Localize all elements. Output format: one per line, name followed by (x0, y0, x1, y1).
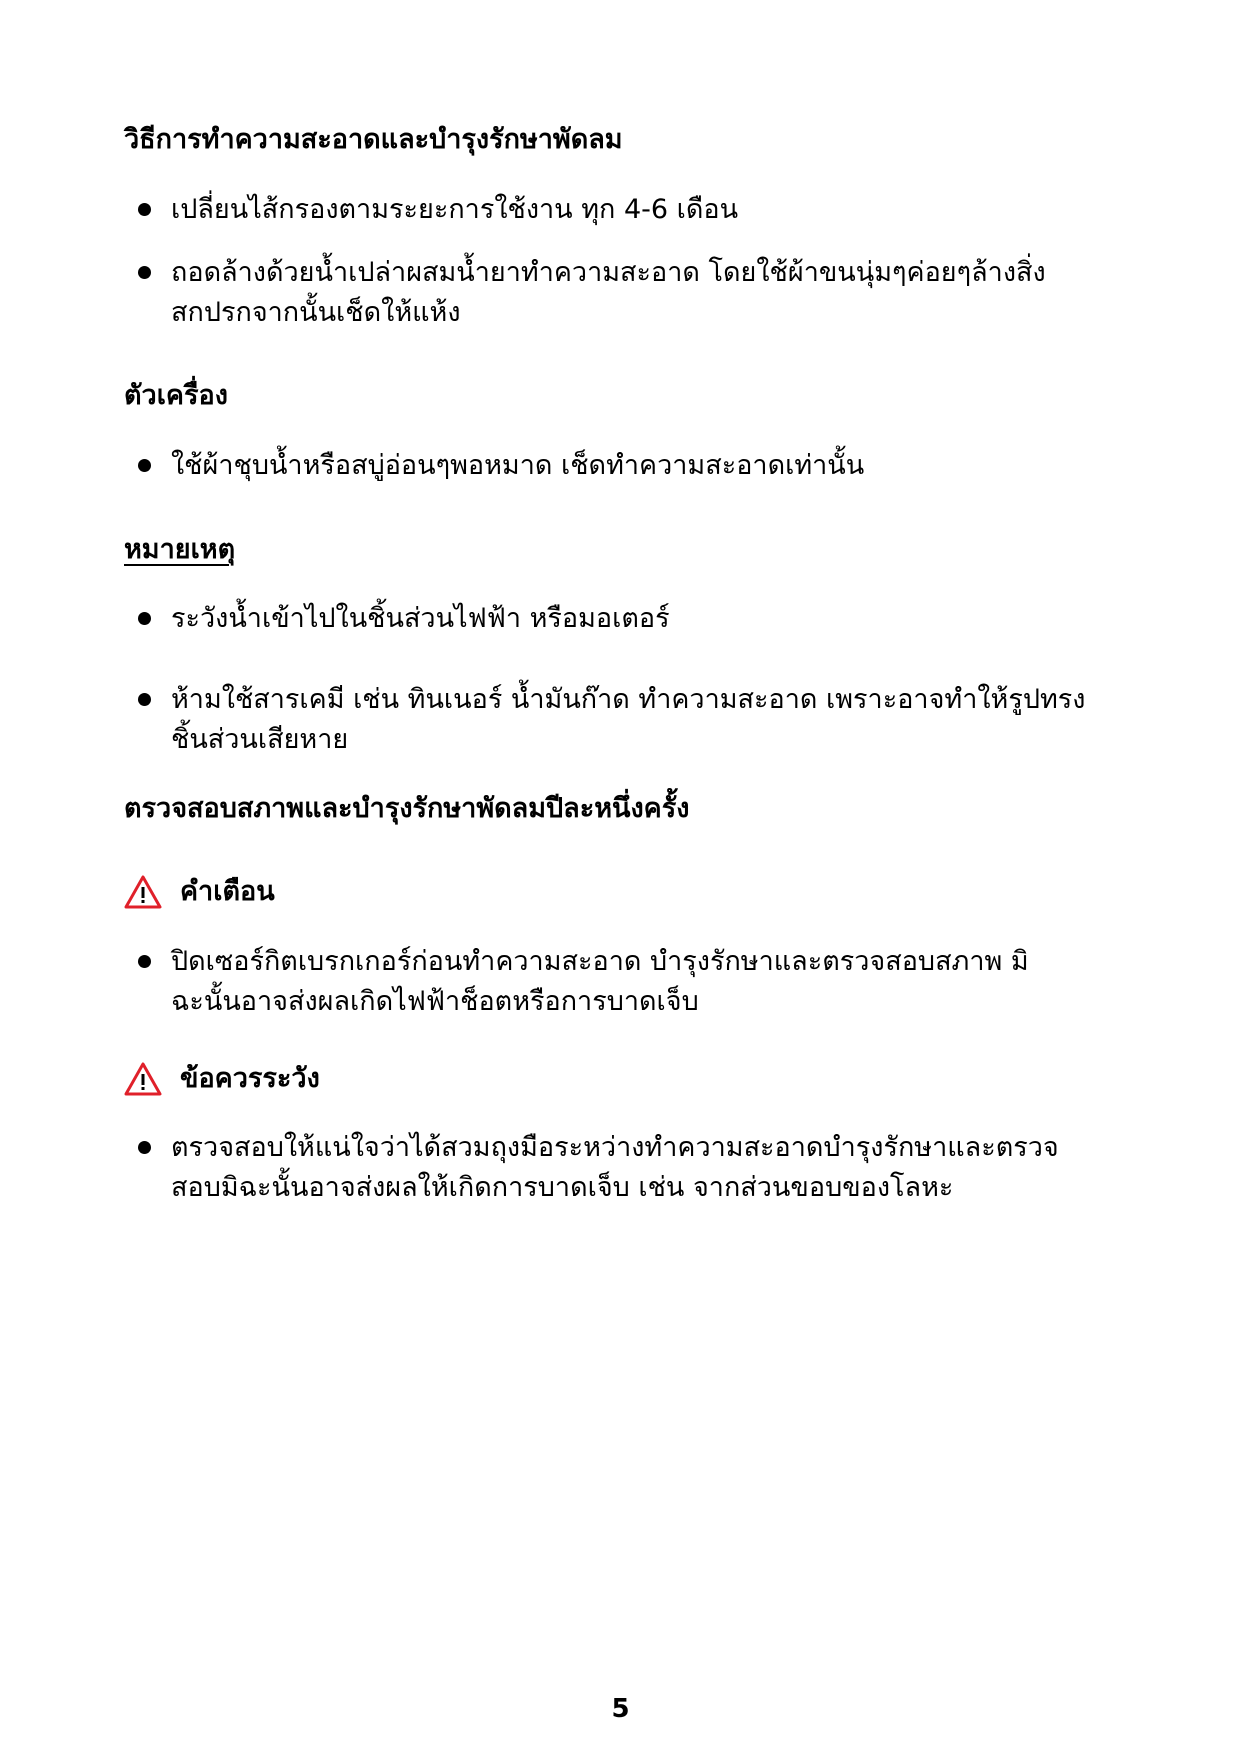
body-section-title: ตัวเครื่อง (124, 380, 228, 411)
list-item-text: ปิดเซอร์กิตเบรกเกอร์ก่อนทำความสะอาด บำรุงรักษาและตรวจสอบสภาพ มิฉะนั้นอาจส่งผลเกิดไฟฟ้าช็อตหรือการบาดเจ็บ (171, 946, 1029, 1017)
caution-label: ข้อควรระวัง (180, 1063, 320, 1094)
note-section-title: หมายเหตุ (124, 534, 236, 565)
list-item-text: ห้ามใช้สารเคมี เช่น ทินเนอร์ น้ำมันก๊าด ทำความสะอาด เพราะอาจทำให้รูปทรงชิ้นส่วนเสียหาย (171, 684, 1086, 755)
warning-triangle-icon (124, 1062, 162, 1096)
cleaning-section-title: วิธีการทำความสะอาดและบำรุงรักษาพัดลม (124, 124, 623, 155)
bullet-icon (138, 203, 151, 216)
list-item (138, 942, 1098, 1022)
warning-label: คำเตือน (180, 876, 275, 907)
list-item-text: เปลี่ยนไส้กรองตามระยะการใช้งาน ทุก 4-6 เดือน (171, 194, 739, 225)
list-item (138, 446, 1098, 486)
list-item-text: ใช้ผ้าชุบน้ำหรือสบู่อ่อนๆพอหมาด เช็ดทำความสะอาดเท่านั้น (171, 450, 865, 481)
bullet-icon (138, 459, 151, 472)
list-item (138, 253, 1098, 333)
list-item-text: ถอดล้างด้วยน้ำเปล่าผสมน้ำยาทำความสะอาด โดยใช้ผ้าขนนุ่มๆค่อยๆล้างสิ่งสกปรกจากนั้นเช็ดให้แห้ง (171, 257, 1046, 328)
caution-heading (124, 1059, 320, 1099)
bullet-icon (138, 612, 151, 625)
warning-heading (124, 872, 275, 912)
list-item-text: ระวังน้ำเข้าไปในชิ้นส่วนไฟฟ้า หรือมอเตอร์ (171, 603, 670, 634)
bullet-icon (138, 693, 151, 706)
list-item-text: ตรวจสอบให้แน่ใจว่าได้สวมถุงมือระหว่างทำความสะอาดบำรุงรักษาและตรวจสอบมิฉะนั้นอาจส่งผลให้เกิดการบาดเจ็บ เช่น จากส่วนขอบของโลหะ (171, 1132, 1059, 1203)
list-item (138, 599, 1098, 639)
list-item (138, 190, 1098, 230)
bullet-icon (138, 1141, 151, 1154)
warning-triangle-icon (124, 875, 162, 909)
bullet-icon (138, 955, 151, 968)
page-number: 5 (611, 1694, 630, 1724)
inspection-section-title: ตรวจสอบสภาพและบำรุงรักษาพัดลมปีละหนึ่งครั้ง (124, 793, 690, 824)
bullet-icon (138, 266, 151, 279)
list-item (138, 680, 1098, 760)
list-item (138, 1128, 1098, 1208)
